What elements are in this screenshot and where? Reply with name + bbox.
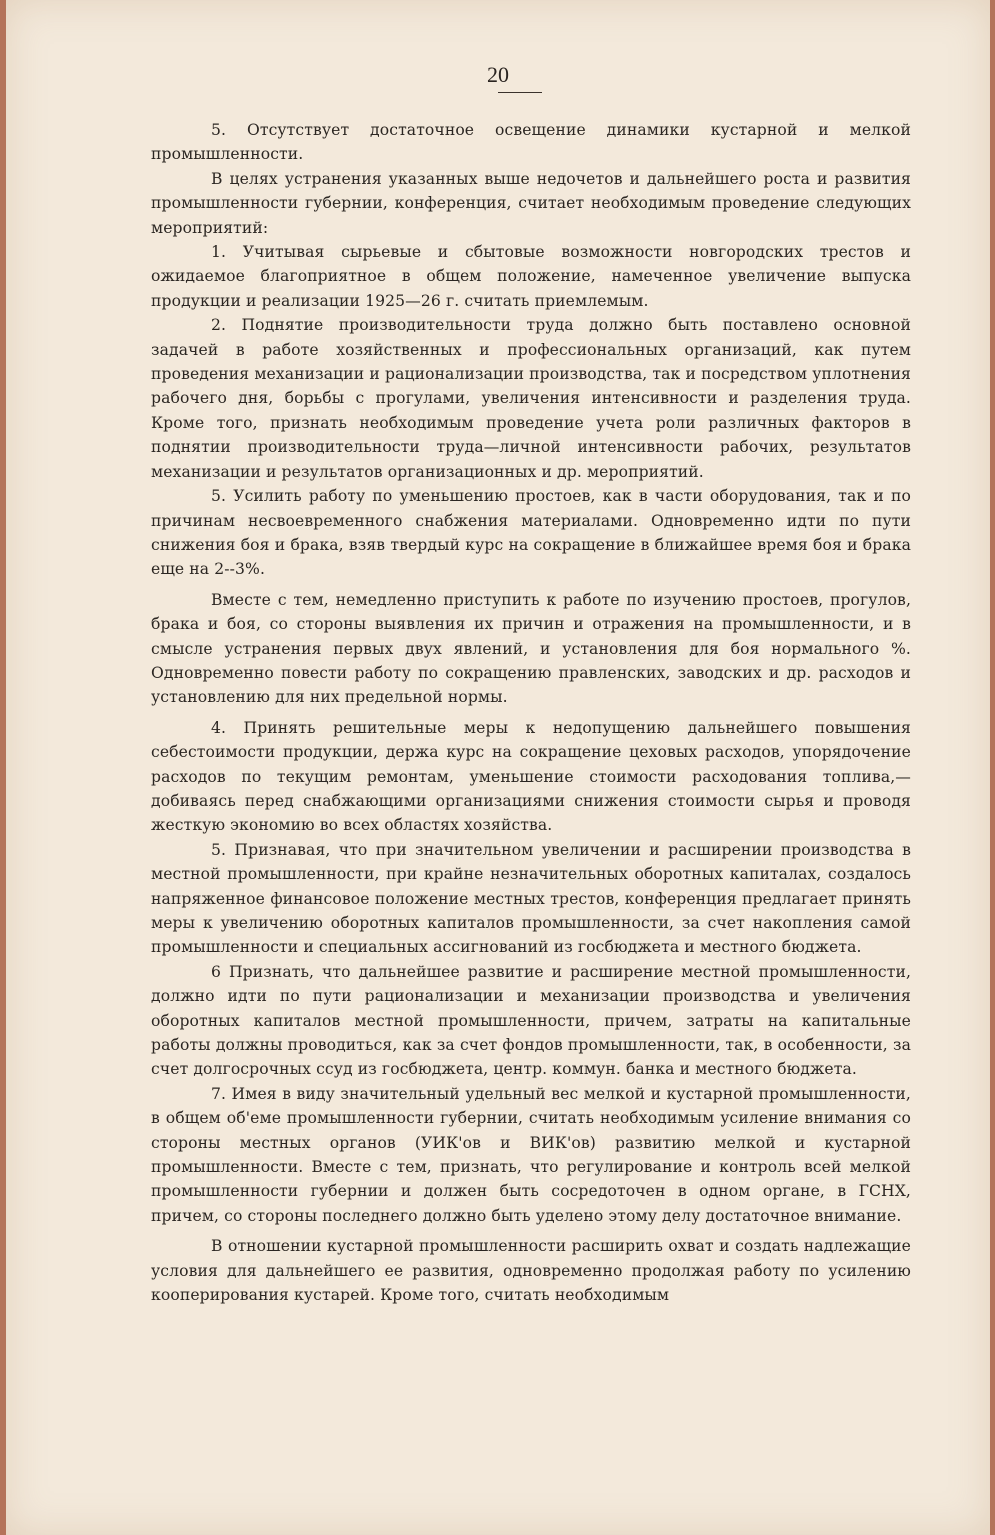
paragraph-point-2: 2. Поднятие производительности труда должно быть поставлено основной задачей в работе хозяйственных и профессиональных организаций, как путем проведения механизации и рационализации производства, так и посредством уплотнения рабочего дня, борьбы с прогулами, увеличения интенсивности и разделения труда. Кроме того, признать необходимым проведение учета роли различных факторов в поднятии производительности труда—личной интенсивности рабочих, результатов механизации и результатов организационных и др. мероприятий. — [151, 316, 911, 481]
paragraph-point-4: 4. Принять решительные меры к недопущению дальнейшего повышения себестоимости продукции, держа курс на сокращение цеховых расходов, упорядочение расходов по текущим ремонтам, уменьшение стоимости расходования топлива,—добиваясь перед снабжающими организациями снижения стоимости сырья и проводя жесткую экономию во всех областях хозяйства. — [151, 718, 911, 835]
paragraph-point-6: 6 Признать, что дальнейшее развитие и расширение местной промышленности, должно идти по пути рационализации и механизации производства и увеличения оборотных капиталов местной промышленности, причем, затраты на капитальные работы должны проводиться, как за счет фондов промышленности, так, в особенности, за счет долгосрочных ссуд из госбюджета, центр. коммун. банка и местного бюджета. — [151, 962, 911, 1079]
paragraph-handicraft: В отношении кустарной промышленности расширить охват и создать надлежащие условия для дальнейшего ее развития, одновременно продолжая работу по усилению кооперирования кустарей. Кроме того, считать необходимым — [151, 1237, 911, 1305]
paragraph-point-7: 7. Имея в виду значительный удельный вес мелкой и кустарной промышленности, в общем об'еме промышленности губернии, считать необходимым усиление внимания со стороны местных органов (УИК'ов и ВИК'ов) развитию мелкой и кустарной промышленности. Вместе с тем, признать, что регулирование и контроль всей мелкой промышленности губернии и должен быть сосредоточен в одном органе, в ГСНХ, причем, со стороны последнего должно быть уделено этому делу достаточное внимание. — [151, 1084, 911, 1225]
document-body — [151, 118, 911, 1308]
paragraph-point-1: 1. Учитывая сырьевые и сбытовые возможности новгородских трестов и ожидаемое благоприятное в общем положение, намеченное увеличение выпуска продукции и реализации 1925—26 г. считать приемлемым. — [151, 243, 911, 310]
paragraph-intro-measures: В целях устранения указанных выше недочетов и дальнейшего роста и развития промышленности губернии, конференция, считает необходимым проведение следующих мероприятий: — [151, 169, 911, 237]
paragraph-downtime-study: Вместе с тем, немедленно приступить к работе по изучению простоев, прогулов, брака и боя, со стороны выявления их причин и отражения на промышленности, и в смысле устранения первых двух явлений, и установления для боя нормального %. Одновременно повести работу по сокращению правленских, заводских и др. расходов и установлению для них предельной нормы. — [151, 590, 911, 707]
page-number-rule — [498, 92, 542, 93]
document-page — [6, 0, 990, 1535]
paragraph-point-5-capital: 5. Признавая, что при значительном увеличении и расширении производства в местной промышленности, при крайне незначительных оборотных капиталах, создалось напряженное финансовое положение местных трестов, конференция предлагает принять меры к увеличению оборотных капиталов промышленности, за счет накопления самой промышленности и специальных ассигнований из госбюджета и местного бюджета. — [151, 840, 911, 957]
paragraph-point-5-coverage: 5. Отсутствует достаточное освещение динамики кустарной и мелкой промышленности. — [151, 121, 911, 164]
paragraph-point-5-downtime: 5. Усилить работу по уменьшению простоев, как в части оборудования, так и по причинам несвоевременного снабжения материалами. Одновременно идти по пути снижения боя и брака, взяв твердый курс на сокращение в ближайшее время боя и брака еще на 2--3%. — [151, 487, 911, 579]
page-number: 20 — [487, 62, 509, 87]
